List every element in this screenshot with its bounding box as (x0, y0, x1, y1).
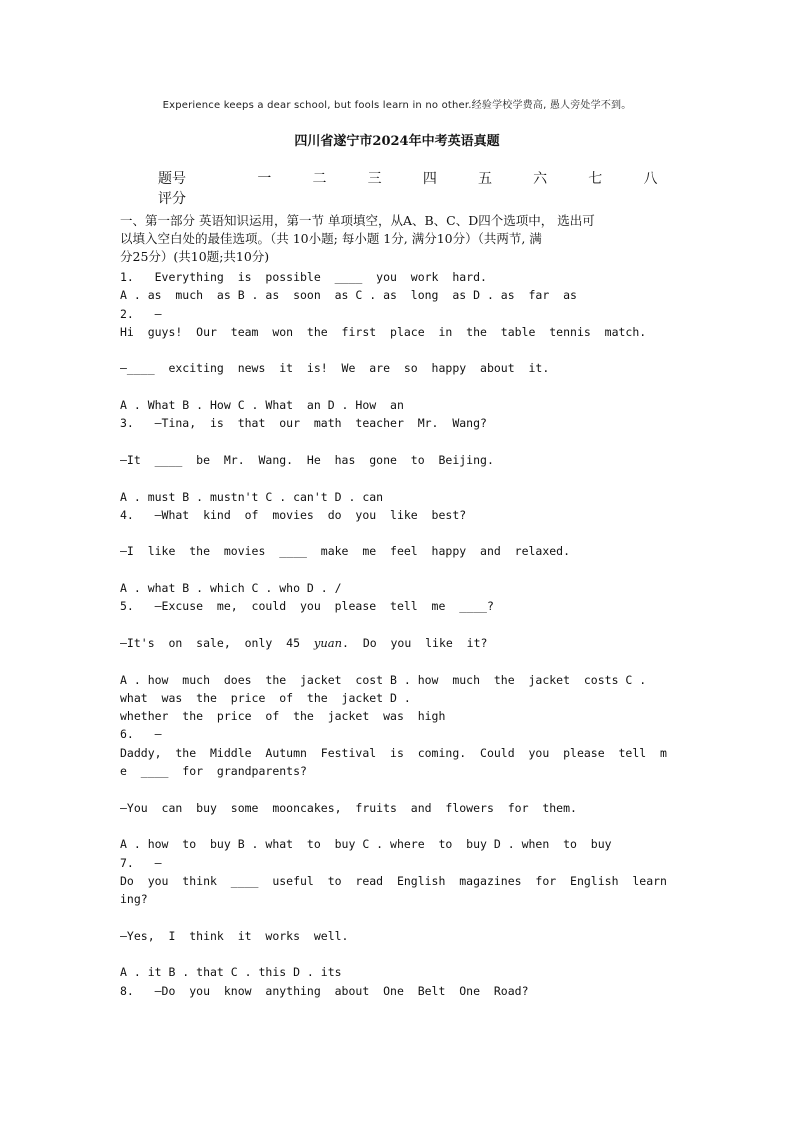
question-text-line: —Yes, I think it works well. (120, 928, 349, 943)
blank-line (120, 433, 680, 451)
score-column: 一 (257, 171, 272, 187)
question-text-line: A . what B . which C . who D . / (120, 581, 342, 596)
question-text-line: 1. Everything is possible ____ you work hard. (120, 270, 487, 284)
instruction-line: 分25分）(共10题;共10分) (120, 249, 270, 264)
score-column: 六 (533, 171, 548, 187)
score-column: 三 (367, 171, 382, 187)
question-text-line: Hi guys! Our team won the first place in the table tennis match. (120, 324, 647, 339)
score-row-label: 题号 (158, 171, 186, 187)
score-column: 二 (312, 171, 327, 187)
question-text-line: A . how much does the jacket cost B . how much the jacket costs C . (120, 672, 647, 687)
blank-line (120, 341, 680, 359)
document-title: 四川省遂宁市2024年中考英语真题 (294, 134, 500, 149)
score-row-scores (158, 188, 678, 208)
blank-line (120, 469, 680, 487)
question-list (120, 268, 680, 1000)
score-row-question-numbers (158, 168, 678, 188)
question-text-line: —I like the movies ____ make me feel happy and relaxed. (120, 544, 571, 559)
question-text-line: A . as much as B . as soon as C . as long as D . as far as (120, 288, 577, 303)
question-text-line: 3. —Tina, is that our math teacher Mr. Wang? (120, 416, 487, 431)
blank-line (120, 616, 680, 634)
question-text-line: —It's on sale, only 45 yuan. Do you like it? (120, 635, 488, 650)
question-text-line: 4. —What kind of movies do you like best? (120, 507, 467, 522)
question-text-line: —It ____ be Mr. Wang. He has gone to Beijing. (120, 452, 494, 467)
question-text-line: A . must B . mustn't C . can't D . can (120, 489, 384, 504)
question-text-line: e ____ for grandparents? (120, 764, 307, 779)
header-motto: Experience keeps a dear school, but fools learn in no other.经验学校学费高, 愚人旁处学不到。 (162, 100, 632, 111)
score-row-label: 评分 (158, 191, 186, 207)
question-text-line: 2. — (120, 306, 162, 321)
question-text-line: ing? (120, 892, 148, 907)
question-text-line: 7. — (120, 855, 162, 870)
question-text-line: A . it B . that C . this D . its (120, 965, 342, 980)
score-column: 五 (477, 171, 492, 187)
instruction-line: 以填入空白处的最佳选项。（共 10小题; 每小题 1分, 满分10分）（共两节, 满 (120, 231, 542, 246)
section-instructions (120, 212, 676, 266)
blank-line (120, 524, 680, 542)
blank-line (120, 945, 680, 963)
question-text-line: 8. —Do you know anything about One Belt One Road? (120, 983, 529, 998)
score-table (158, 168, 678, 208)
blank-line (120, 908, 680, 926)
question-text-line: —You can buy some mooncakes, fruits and flowers for them. (120, 800, 577, 815)
question-text-line: 6. — (120, 727, 162, 742)
question-text-line: Do you think ____ useful to read English magazines for English learn (120, 873, 667, 888)
blank-line (120, 817, 680, 835)
question-text-line: A . What B . How C . What an D . How an (120, 398, 404, 413)
blank-line (120, 561, 680, 579)
question-text-line: whether the price of the jacket was high (120, 709, 446, 724)
blank-line (120, 378, 680, 396)
score-column: 四 (422, 171, 437, 187)
instruction-line: 一、第一部分 英语知识运用，第一节 单项填空，从A、B、C、D四个选项中， 选出可 (120, 213, 595, 228)
question-text-line: Daddy, the Middle Autumn Festival is coming. Could you please tell m (120, 745, 667, 760)
blank-line (120, 652, 680, 670)
score-column: 七 (588, 171, 603, 187)
score-column: 八 (643, 171, 658, 187)
blank-line (120, 780, 680, 798)
question-text-line: —____ exciting news it is! We are so happy about it. (120, 361, 550, 376)
question-text-line: 5. —Excuse me, could you please tell me ____? (120, 599, 494, 614)
question-text-line: what was the price of the jacket D . (120, 690, 411, 705)
question-text-line: A . how to buy B . what to buy C . where to buy D . when to buy (120, 837, 612, 852)
